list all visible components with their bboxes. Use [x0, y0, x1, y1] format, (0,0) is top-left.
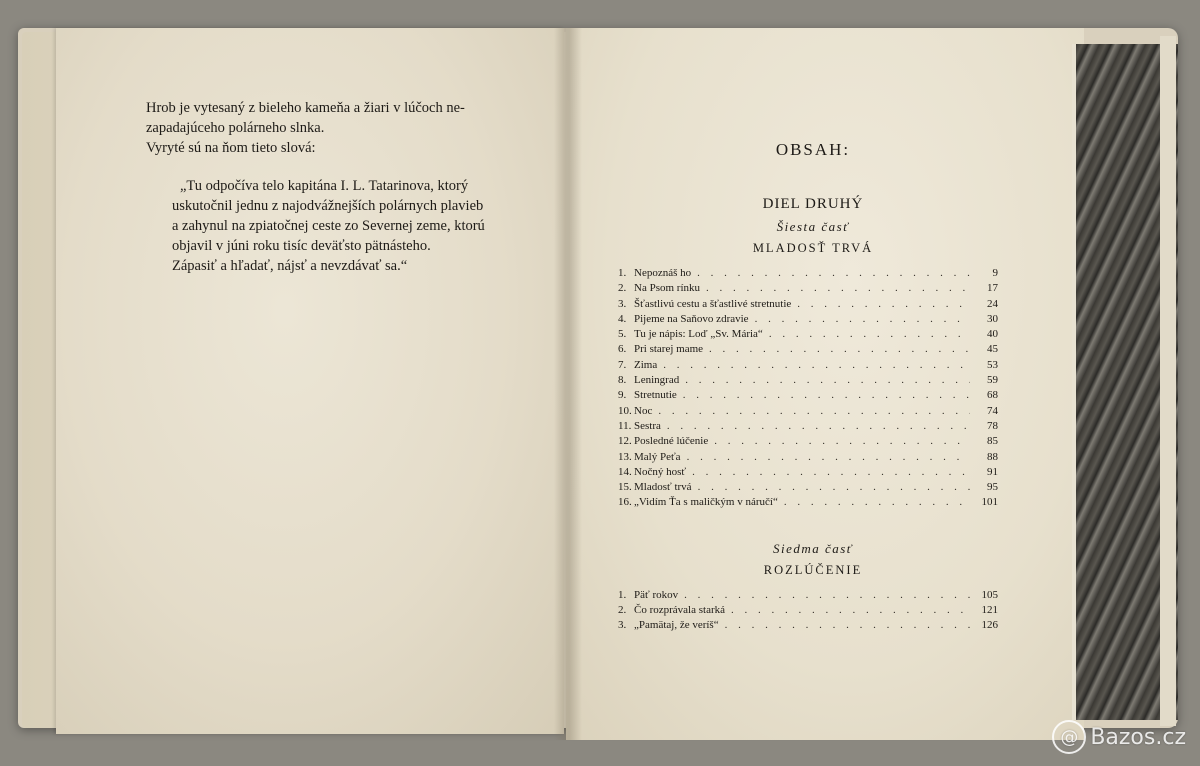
- toc-entry-page: 45: [987, 343, 998, 356]
- toc-entry-number: 1.: [618, 588, 627, 601]
- quote-line: „Tu odpočíva telo kapitána I. L. Tatarinova, ktorý: [180, 178, 469, 194]
- toc-entry-number: 3.: [618, 297, 627, 310]
- toc-list: [618, 266, 998, 511]
- toc-dot-leader: [714, 434, 970, 449]
- toc-entry-number: 10.: [618, 404, 632, 417]
- epitaph-quote: [146, 176, 526, 276]
- toc-entry-title: „Vidím Ťa s maličkým v náručí“: [634, 496, 778, 509]
- section-title: MLADOSŤ TRVÁ: [752, 241, 874, 255]
- toc-entry-page: 91: [987, 465, 998, 478]
- toc-entry: [618, 434, 998, 449]
- toc-entry-number: 15.: [618, 481, 632, 494]
- toc-entry-number: 3.: [618, 619, 627, 632]
- toc-entry: [618, 388, 998, 403]
- toc-dot-leader: [683, 388, 970, 403]
- toc-entry: [618, 297, 998, 312]
- toc-entry-page: 95: [987, 481, 998, 494]
- toc-entry: [618, 495, 998, 510]
- toc-entry-number: 2.: [618, 604, 627, 617]
- toc-dot-leader: [667, 419, 970, 434]
- toc-entry-title: Šťastlivú cestu a šťastlivé stretnutie: [634, 297, 792, 310]
- toc-entry-page: 40: [987, 328, 998, 341]
- toc-entry-title: Pri starej mame: [634, 343, 704, 356]
- toc-entry-title: „Pamätaj, že veríš“: [634, 619, 719, 632]
- toc-dot-leader: [658, 404, 970, 419]
- toc-dot-leader: [706, 281, 970, 296]
- toc-entry-page: 85: [987, 435, 998, 448]
- part-title: DIEL DRUHÝ: [762, 196, 864, 212]
- toc-dot-leader: [725, 618, 970, 633]
- toc-entry-title: Na Psom rínku: [634, 282, 700, 295]
- toc-entry-title: Nepoznáš ho: [634, 267, 692, 279]
- toc-dot-leader: [697, 266, 970, 281]
- toc-entry-page: 24: [987, 297, 998, 310]
- toc-title: OBSAH:: [775, 140, 851, 159]
- toc-entry-page: 17: [987, 282, 998, 295]
- section-subtitle: Siedma časť: [772, 540, 854, 556]
- toc-entry-title: Mladosť trvá: [634, 481, 692, 494]
- toc-entry: [618, 312, 998, 327]
- toc-entry: [618, 342, 998, 357]
- toc-entry-number: 4.: [618, 312, 627, 325]
- watermark-text: Bazos.cz: [1090, 724, 1186, 750]
- toc-entry-number: 6.: [618, 343, 627, 356]
- toc-entry-page: 126: [981, 619, 998, 632]
- text-line: Vyryté sú na ňom tieto slová:: [146, 140, 316, 156]
- toc-entry-title: Nočný hosť: [634, 465, 687, 478]
- toc-entry: [618, 465, 998, 480]
- section-title: ROZLÚČENIE: [763, 562, 863, 577]
- toc-entry-number: 5.: [618, 328, 627, 341]
- toc-dot-leader: [731, 603, 970, 618]
- toc-entry-number: 7.: [618, 358, 627, 371]
- toc-dot-leader: [797, 297, 970, 312]
- toc-dot-leader: [784, 495, 970, 510]
- toc-entry-page: 9: [992, 267, 998, 279]
- toc-entry-number: 9.: [618, 389, 627, 402]
- cover-edge: [1160, 36, 1176, 726]
- table-of-contents: [618, 140, 998, 634]
- toc-dot-leader: [769, 327, 970, 342]
- toc-dot-leader: [755, 312, 970, 327]
- toc-entry-title: Malý Peťa: [634, 450, 681, 463]
- toc-entry-page: 59: [987, 374, 998, 387]
- toc-entry: [618, 404, 998, 419]
- toc-entry-page: 105: [981, 588, 998, 601]
- toc-entry-number: 8.: [618, 374, 627, 387]
- toc-entry-title: Stretnutie: [634, 389, 677, 402]
- toc-entry-number: 11.: [618, 419, 632, 432]
- section-subtitle: Šiesta časť: [776, 219, 850, 234]
- toc-entry-page: 68: [987, 389, 998, 402]
- text-line: Hrob je vytesaný z bieleho kameňa a žiari v lúčoch ne-: [146, 100, 465, 116]
- toc-entry-number: 13.: [618, 450, 632, 463]
- toc-dot-leader: [687, 450, 970, 465]
- toc-entry: [618, 281, 998, 296]
- toc-entry-number: 14.: [618, 465, 632, 478]
- toc-entry: [618, 618, 998, 633]
- quote-line: Zápasiť a hľadať, nájsť a nevzdávať sa.“: [172, 258, 408, 274]
- toc-dot-leader: [698, 480, 970, 495]
- watermark: [1052, 720, 1186, 754]
- toc-dot-leader: [663, 358, 970, 373]
- toc-entry-number: 16.: [618, 496, 632, 509]
- text-line: zapadajúceho polárneho slnka.: [146, 120, 325, 136]
- toc-entry: [618, 588, 998, 603]
- toc-entry: [618, 603, 998, 618]
- toc-entry-title: Noc: [634, 404, 653, 417]
- toc-entry: [618, 373, 998, 388]
- toc-dot-leader: [692, 465, 970, 480]
- book-gutter: [554, 28, 582, 740]
- quote-line: objavil v júni roku tisíc deväťsto pätnásteho.: [172, 238, 431, 254]
- toc-list: [618, 588, 998, 634]
- toc-dot-leader: [709, 342, 970, 357]
- toc-entry-page: 30: [987, 312, 998, 325]
- toc-entry: [618, 327, 998, 342]
- toc-entry-title: Päť rokov: [634, 588, 679, 601]
- toc-entry-title: Čo rozprávala starká: [634, 604, 726, 617]
- toc-entry-title: Pijeme na Saňovo zdravie: [634, 312, 749, 325]
- toc-entry-number: 12.: [618, 435, 632, 448]
- toc-entry-number: 1.: [618, 267, 627, 279]
- bazos-logo-icon: @: [1052, 720, 1086, 754]
- toc-entry-title: Posledné lúčenie: [634, 435, 709, 448]
- toc-entry-page: 101: [981, 496, 998, 509]
- toc-entry-title: Zima: [634, 358, 658, 371]
- toc-entry-page: 88: [987, 450, 998, 463]
- toc-entry-page: 78: [987, 419, 998, 432]
- toc-dot-leader: [685, 373, 970, 388]
- quote-line: uskutočnil jednu z najodvážnejších polárnych plavieb: [172, 198, 484, 214]
- toc-entry: [618, 266, 998, 281]
- toc-entry-page: 74: [987, 404, 998, 417]
- toc-entry: [618, 358, 998, 373]
- toc-entry-number: 2.: [618, 282, 627, 295]
- toc-entry-title: Leningrad: [634, 374, 680, 387]
- left-page-text: [146, 98, 526, 276]
- toc-entry-page: 53: [987, 358, 998, 371]
- toc-entry: [618, 480, 998, 495]
- toc-entry-title: Sestra: [634, 419, 661, 432]
- toc-entry-title: Tu je nápis: Loď „Sv. Mária“: [634, 328, 763, 341]
- toc-dot-leader: [684, 588, 970, 603]
- quote-line: a zahynul na zpiatočnej ceste zo Severnej zeme, ktorú: [172, 218, 485, 234]
- toc-entry: [618, 419, 998, 434]
- toc-entry: [618, 450, 998, 465]
- toc-entry-page: 121: [981, 604, 998, 617]
